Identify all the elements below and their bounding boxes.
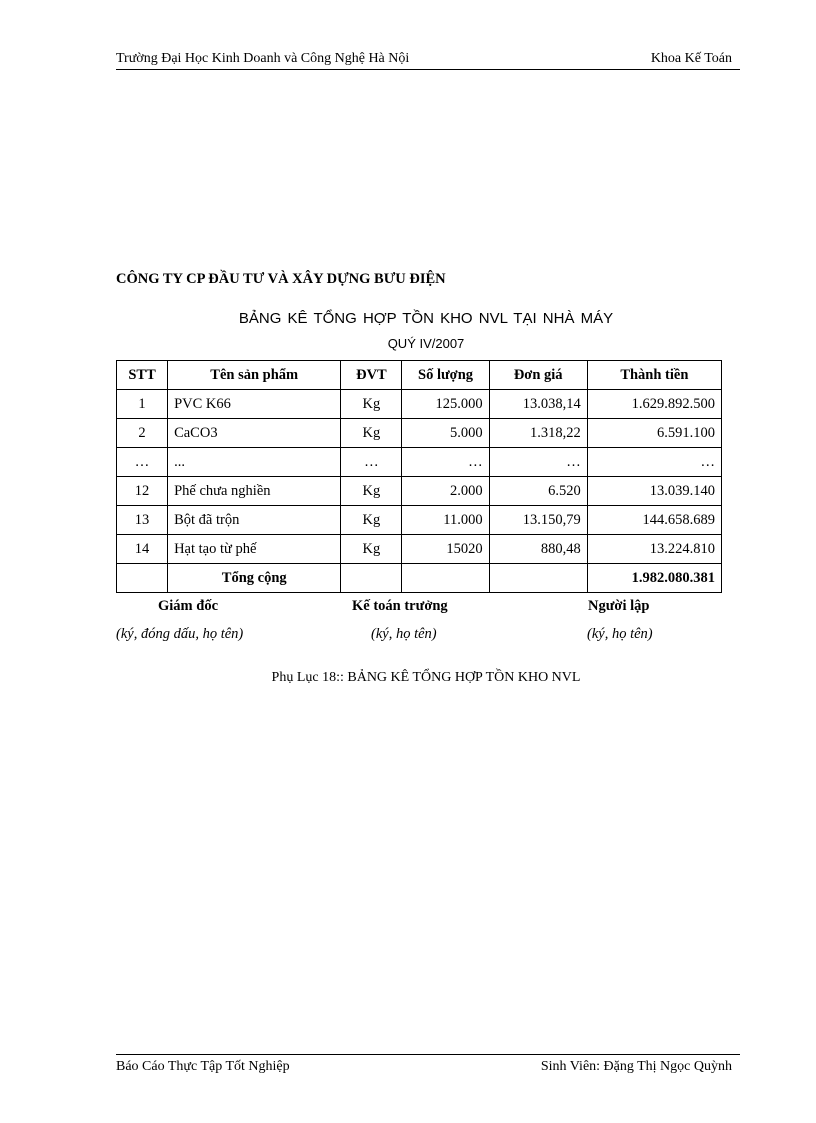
cell-unit-price: 1.318,22 xyxy=(489,419,587,448)
cell-product: ... xyxy=(168,448,341,477)
cell-unit: Kg xyxy=(341,477,402,506)
total-value: 1.982.080.381 xyxy=(587,564,721,593)
signature-preparer-note: (ký, họ tên) xyxy=(587,626,653,642)
total-label: Tổng cộng xyxy=(168,564,341,593)
table-row xyxy=(117,535,722,564)
cell-quantity: 2.000 xyxy=(402,477,489,506)
cell-unit-price: 13.038,14 xyxy=(489,390,587,419)
table-row xyxy=(117,477,722,506)
cell-unit-price: 880,48 xyxy=(489,535,587,564)
signature-chief-accountant-role: Kế toán trưởng xyxy=(352,598,448,614)
page-header xyxy=(116,49,740,70)
cell-quantity: 11.000 xyxy=(402,506,489,535)
cell-unit: Kg xyxy=(341,419,402,448)
cell-quantity: 125.000 xyxy=(402,390,489,419)
cell-stt: 14 xyxy=(117,535,168,564)
inventory-table xyxy=(116,360,722,593)
col-header-unit: ĐVT xyxy=(341,361,402,390)
cell-quantity: 5.000 xyxy=(402,419,489,448)
cell-amount: 1.629.892.500 xyxy=(587,390,721,419)
cell-product: CaCO3 xyxy=(168,419,341,448)
cell-product: Phế chưa nghiền xyxy=(168,477,341,506)
col-header-unit-price: Đơn giá xyxy=(489,361,587,390)
table-row xyxy=(117,506,722,535)
cell-stt: 2 xyxy=(117,419,168,448)
cell-amount: 13.224.810 xyxy=(587,535,721,564)
col-header-product: Tên sản phẩm xyxy=(168,361,341,390)
report-period: QUÝ IV/2007 xyxy=(387,336,465,351)
school-name: Trường Đại Học Kinh Doanh và Công Nghệ Hà Nội xyxy=(116,51,410,66)
col-header-stt: STT xyxy=(117,361,168,390)
table-header-row xyxy=(117,361,722,390)
cell-product: PVC K66 xyxy=(168,390,341,419)
signature-director-role: Giám đốc xyxy=(158,598,219,614)
cell-stt: … xyxy=(117,448,168,477)
signature-preparer-role: Người lập xyxy=(588,598,650,614)
cell-stt: 12 xyxy=(117,477,168,506)
page-footer xyxy=(116,1054,740,1079)
faculty-name: Khoa Kế Toán xyxy=(650,51,732,66)
cell-amount: 144.658.689 xyxy=(587,506,721,535)
cell-stt: 13 xyxy=(117,506,168,535)
col-header-amount: Thành tiền xyxy=(587,361,721,390)
cell-amount: … xyxy=(587,448,721,477)
cell-stt: 1 xyxy=(117,390,168,419)
col-header-quantity: Số lượng xyxy=(402,361,489,390)
signature-director-note: (ký, đóng dấu, họ tên) xyxy=(116,626,244,642)
appendix-caption: Phụ Lục 18:: BẢNG KÊ TỔNG HỢP TỒN KHO NVL xyxy=(271,670,581,685)
cell-empty xyxy=(402,564,489,593)
signature-chief-accountant-note: (ký, họ tên) xyxy=(371,626,437,642)
cell-quantity: … xyxy=(402,448,489,477)
cell-unit: Kg xyxy=(341,535,402,564)
cell-empty xyxy=(489,564,587,593)
report-title: BẢNG KÊ TỔNG HỢP TỒN KHO NVL TẠI NHÀ MÁY xyxy=(238,310,614,327)
table-row xyxy=(117,419,722,448)
cell-empty xyxy=(341,564,402,593)
cell-quantity: 15020 xyxy=(402,535,489,564)
table-total-row xyxy=(117,564,722,593)
cell-amount: 6.591.100 xyxy=(587,419,721,448)
table-row xyxy=(117,390,722,419)
company-name: CÔNG TY CP ĐẦU TƯ VÀ XÂY DỰNG BƯU ĐIỆN xyxy=(116,271,446,287)
cell-unit: Kg xyxy=(341,390,402,419)
cell-empty xyxy=(117,564,168,593)
cell-unit: … xyxy=(341,448,402,477)
student-name: Sinh Viên: Đặng Thị Ngọc Quỳnh xyxy=(540,1059,732,1074)
cell-unit-price: 6.520 xyxy=(489,477,587,506)
cell-amount: 13.039.140 xyxy=(587,477,721,506)
table-row xyxy=(117,448,722,477)
cell-product: Bột đã trộn xyxy=(168,506,341,535)
cell-unit: Kg xyxy=(341,506,402,535)
report-type: Báo Cáo Thực Tập Tốt Nghiệp xyxy=(116,1059,290,1074)
cell-unit-price: … xyxy=(489,448,587,477)
cell-product: Hạt tạo từ phế xyxy=(168,535,341,564)
cell-unit-price: 13.150,79 xyxy=(489,506,587,535)
